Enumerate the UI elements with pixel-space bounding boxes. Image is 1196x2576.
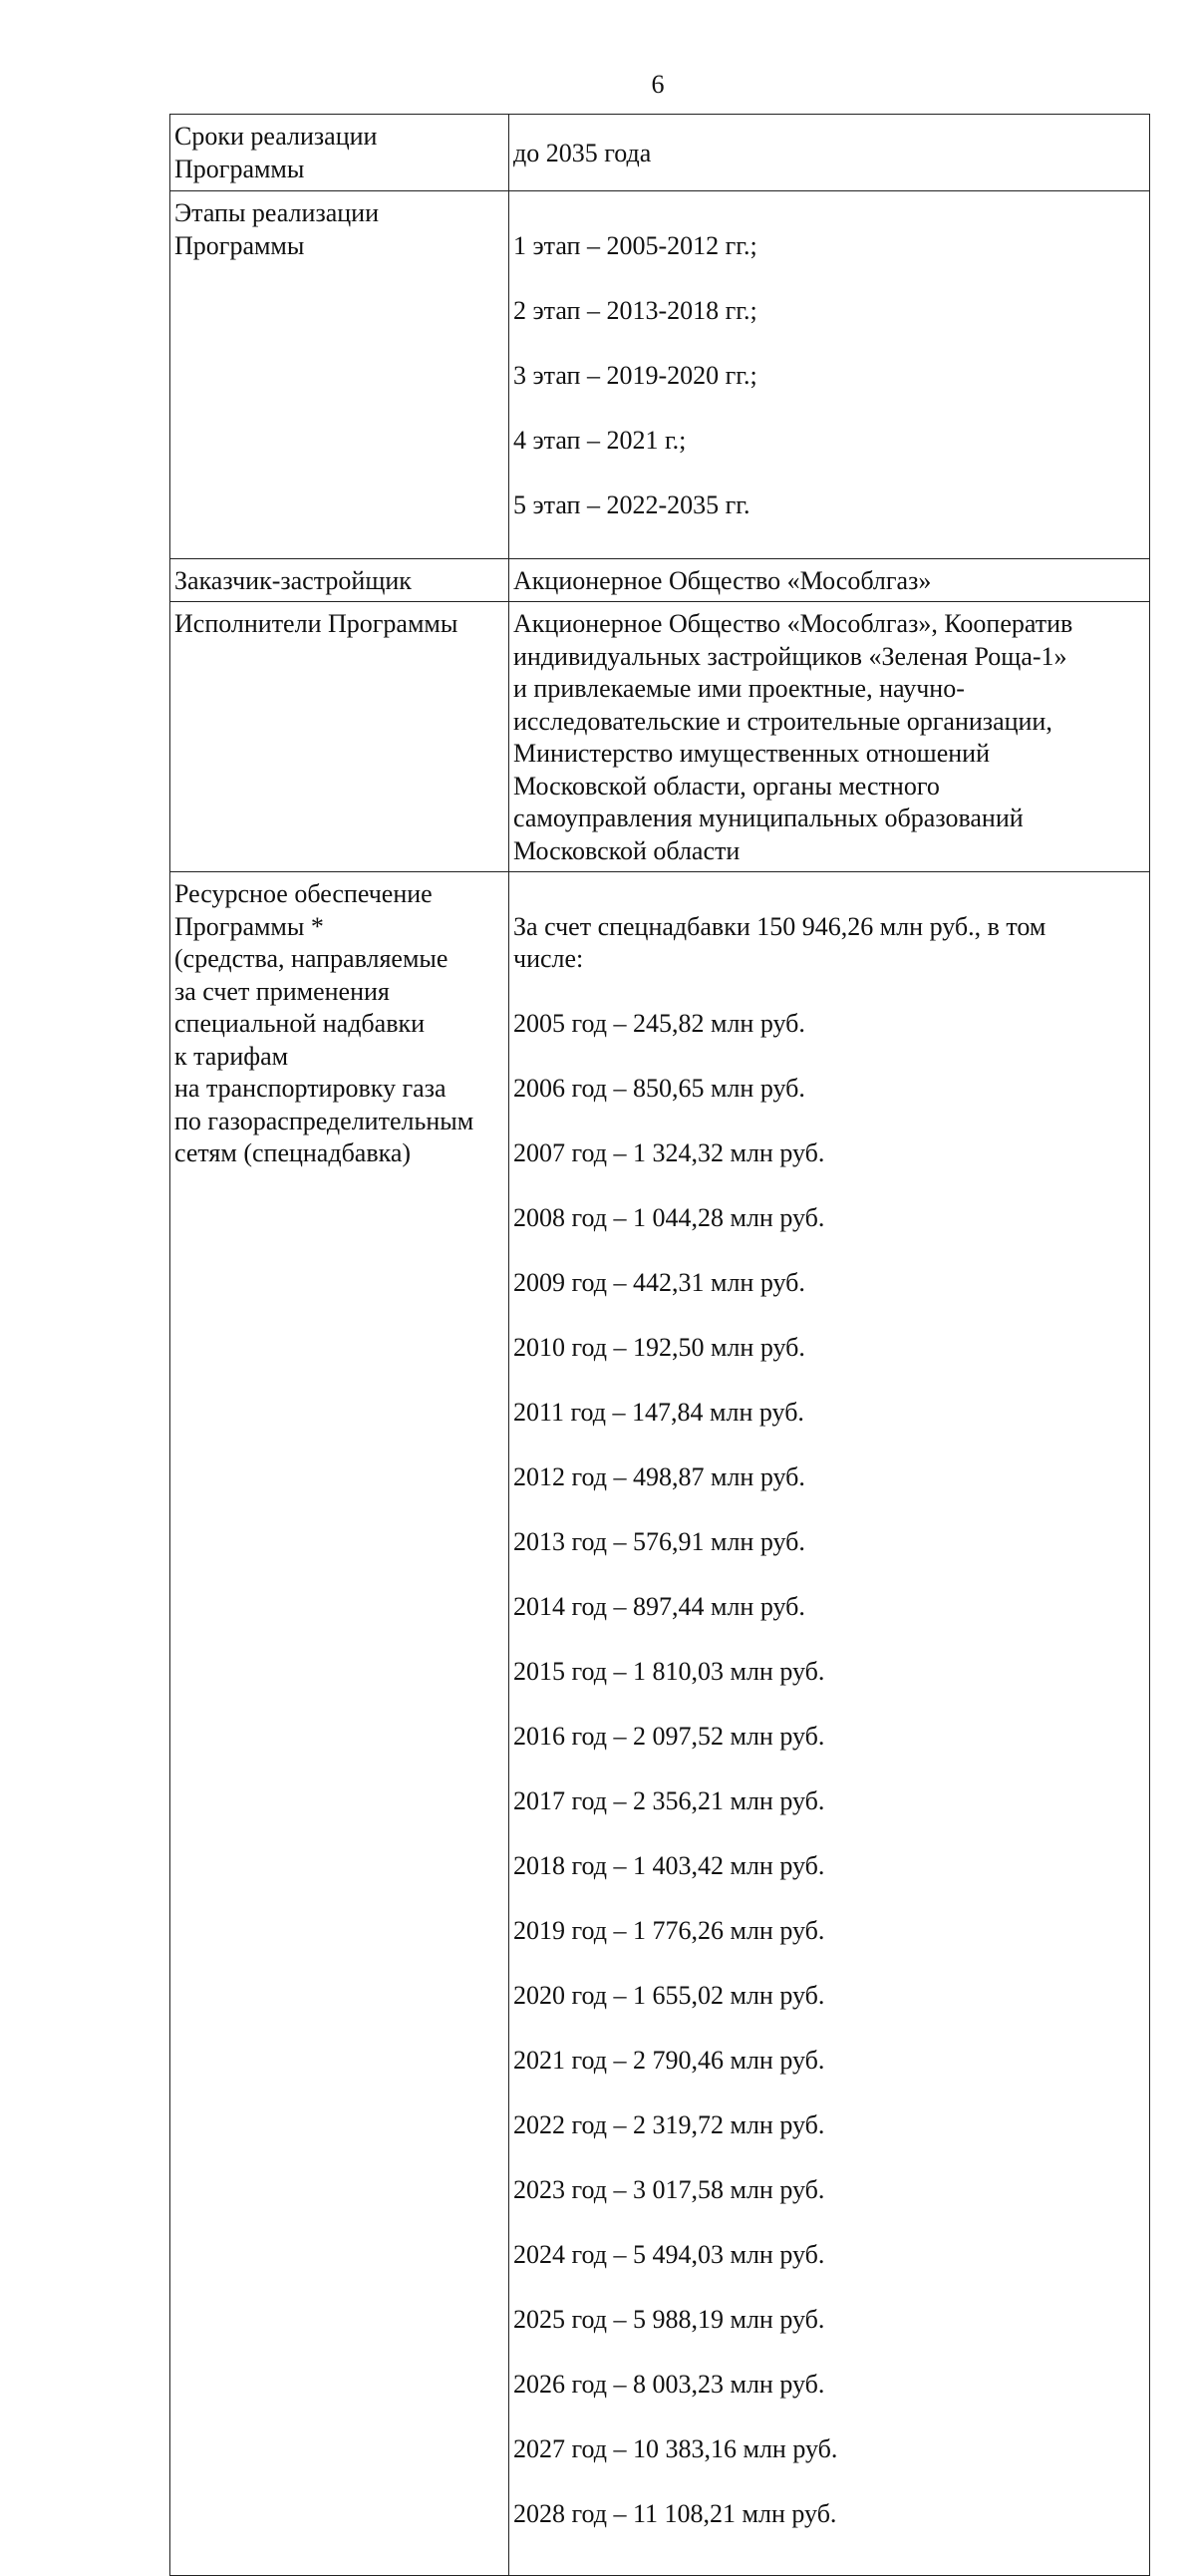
funding-year-item: 2020 год – 1 655,02 млн руб. — [513, 1981, 825, 2010]
stages-label: Этапы реализации Программы — [170, 191, 509, 559]
table-row-stages — [170, 191, 1150, 559]
funding-year-item: 2014 год – 897,44 млн руб. — [513, 1592, 805, 1621]
stage-item: 2 этап – 2013-2018 гг.; — [513, 295, 757, 325]
table-row-timeframe — [170, 115, 1150, 191]
table-row-resources — [170, 872, 1150, 2576]
resources-value — [509, 872, 1150, 2576]
resources-intro: За счет спецнадбавки 150 946,26 млн руб., в том числе: — [513, 911, 1046, 973]
funding-year-item: 2010 год – 192,50 млн руб. — [513, 1333, 805, 1362]
stage-item: 3 этап – 2019-2020 гг.; — [513, 360, 757, 390]
funding-year-item: 2026 год – 8 003,23 млн руб. — [513, 2370, 825, 2399]
funding-year-item: 2015 год – 1 810,03 млн руб. — [513, 1657, 825, 1686]
funding-year-item: 2027 год – 10 383,16 млн руб. — [513, 2434, 838, 2463]
funding-year-item: 2016 год – 2 097,52 млн руб. — [513, 1722, 825, 1751]
funding-year-item: 2008 год – 1 044,28 млн руб. — [513, 1203, 825, 1232]
stage-item: 1 этап – 2005-2012 гг.; — [513, 230, 757, 260]
funding-year-item: 2012 год – 498,87 млн руб. — [513, 1462, 805, 1491]
stage-item: 5 этап – 2022-2035 гг. — [513, 489, 750, 519]
stage-item: 4 этап – 2021 г.; — [513, 425, 687, 455]
stages-value — [509, 191, 1150, 559]
timeframe-label: Сроки реализации Программы — [170, 115, 509, 191]
funding-year-item: 2006 год – 850,65 млн руб. — [513, 1074, 805, 1103]
table-row-customer — [170, 558, 1150, 602]
funding-year-item: 2017 год – 2 356,21 млн руб. — [513, 1786, 825, 1815]
timeframe-value: до 2035 года — [509, 115, 1150, 191]
program-passport-table — [169, 114, 1150, 2576]
funding-year-item: 2022 год – 2 319,72 млн руб. — [513, 2110, 825, 2139]
funding-year-item: 2021 год – 2 790,46 млн руб. — [513, 2046, 825, 2075]
page-number: 6 — [651, 70, 665, 99]
funding-year-item: 2007 год – 1 324,32 млн руб. — [513, 1138, 825, 1167]
funding-year-item: 2019 год – 1 776,26 млн руб. — [513, 1916, 825, 1945]
funding-year-item: 2024 год – 5 494,03 млн руб. — [513, 2240, 825, 2269]
funding-year-item: 2028 год – 11 108,21 млн руб. — [513, 2499, 837, 2528]
funding-year-item: 2023 год – 3 017,58 млн руб. — [513, 2175, 825, 2204]
funding-year-item: 2005 год – 245,82 млн руб. — [513, 1009, 805, 1038]
executors-label: Исполнители Программы — [170, 602, 509, 872]
funding-year-item: 2025 год – 5 988,19 млн руб. — [513, 2305, 825, 2334]
customer-label: Заказчик-застройщик — [170, 558, 509, 602]
executors-value: Акционерное Общество «Мособлгаз», Кооператив индивидуальных застройщиков «Зеленая Роща-1» и привлекаемые ими проектные, научно- исследовательские и строительные организации, Министерство имущественных отношений Московской области, органы местного самоуправления муниципальных образований Московской области — [509, 602, 1150, 872]
customer-value: Акционерное Общество «Мособлгаз» — [509, 558, 1150, 602]
funding-year-item: 2018 год – 1 403,42 млн руб. — [513, 1851, 825, 1880]
funding-year-item: 2013 год – 576,91 млн руб. — [513, 1527, 805, 1556]
funding-year-item: 2009 год – 442,31 млн руб. — [513, 1268, 805, 1297]
funding-year-item: 2011 год – 147,84 млн руб. — [513, 1398, 804, 1427]
table-row-executors — [170, 602, 1150, 872]
resources-label: Ресурсное обеспечение Программы * (средства, направляемые за счет применения специальной надбавки к тарифам на транспортировку газа по газораспределительным сетям (спецнадбавка) — [170, 872, 509, 2576]
